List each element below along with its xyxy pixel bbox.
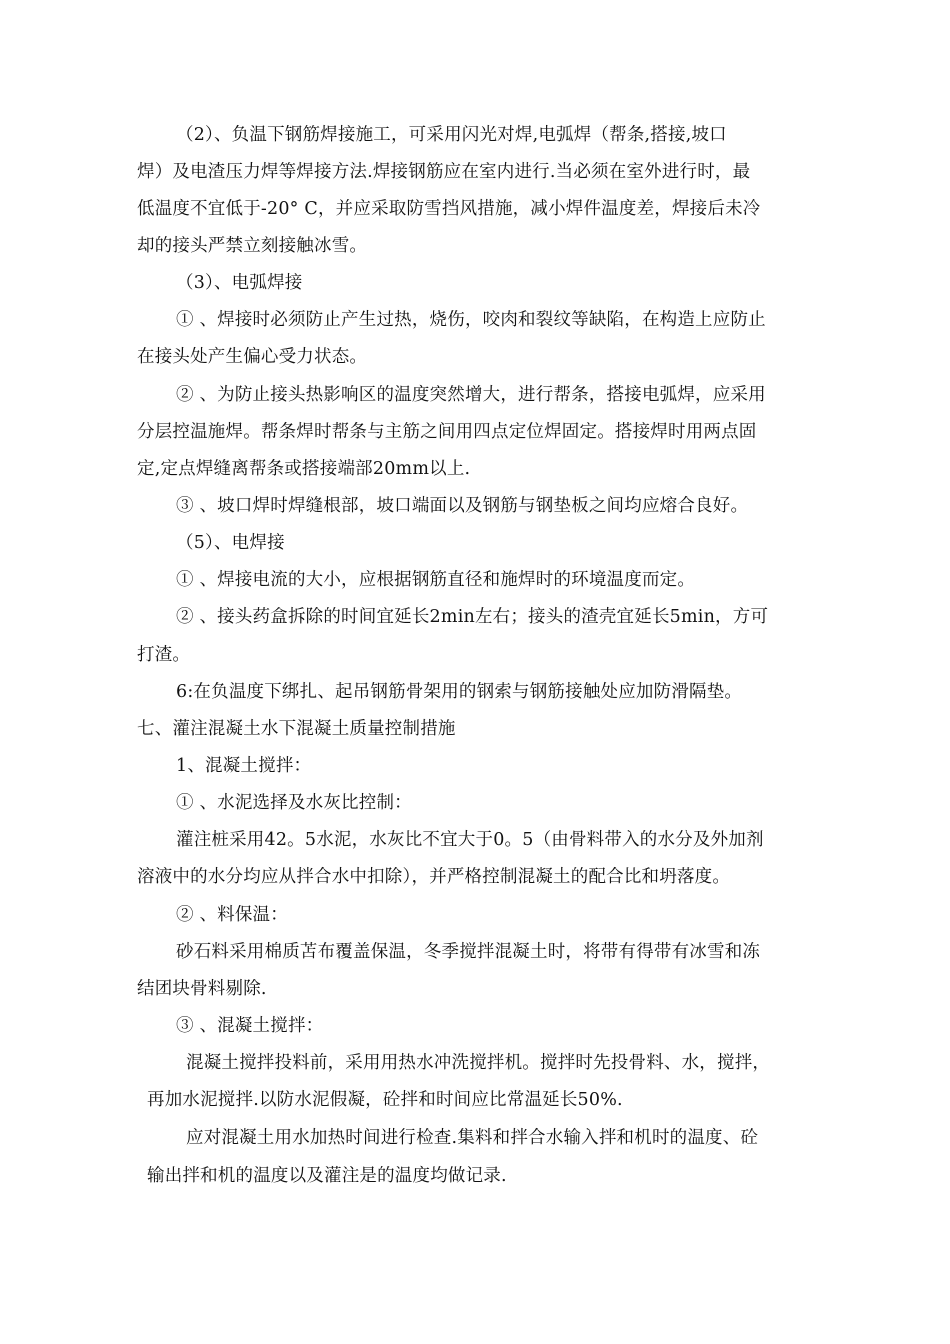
text-line: 打渣。 bbox=[137, 645, 191, 665]
text-line: ① 、焊接电流的大小，应根据钢筋直径和施焊时的环境温度而定。 bbox=[176, 570, 696, 590]
text-line: 在接头处产生偏心受力状态。 bbox=[137, 347, 368, 367]
text-line: ① 、水泥选择及水灰比控制： bbox=[176, 793, 412, 813]
text-line: ③ 、混凝土搅拌： bbox=[176, 1016, 324, 1036]
text-line: ② 、料保温： bbox=[176, 905, 288, 925]
text-line: 砂石料采用棉质苫布覆盖保温，冬季搅拌混凝土时，将带有得带有冰雪和冻 bbox=[176, 942, 761, 962]
text-line: ② 、为防止接头热影响区的温度突然增大，进行帮条，搭接电弧焊，应采用 bbox=[176, 385, 766, 405]
text-line: 溶液中的水分均应从拌合水中扣除），并严格控制混凝土的配合比和坍落度。 bbox=[137, 867, 731, 887]
text-line: 低温度不宜低于-20° C，并应采取防雪挡风措施，减小焊件温度差，焊接后未冷 bbox=[137, 199, 761, 219]
text-line: 结团块骨料剔除. bbox=[137, 979, 267, 999]
text-line: 6:在负温度下绑扎、起吊钢筋骨架用的钢索与钢筋接触处应加防滑隔垫。 bbox=[176, 682, 743, 702]
text-line: 却的接头严禁立刻接触冰雪。 bbox=[137, 236, 368, 256]
text-line: 灌注桩采用42。5水泥，水灰比不宜大于0。5（由骨料带入的水分及外加剂 bbox=[176, 830, 764, 850]
text-line: 输出拌和机的温度以及灌注是的温度均做记录. bbox=[147, 1166, 507, 1186]
text-line: 混凝土搅拌投料前，采用用热水冲洗搅拌机。搅拌时先投骨料、水，搅拌， bbox=[186, 1053, 771, 1073]
section-heading: 1、混凝土搅拌： bbox=[176, 756, 312, 776]
section-heading: （5）、电焊接 bbox=[176, 533, 285, 553]
chapter-heading: 七、灌注混凝土水下混凝土质量控制措施 bbox=[137, 719, 456, 739]
text-line: ② 、接头药盒拆除的时间宜延长2min左右；接头的渣壳宜延长5min，方可 bbox=[176, 607, 769, 627]
text-line: 焊）及电渣压力焊等焊接方法.焊接钢筋应在室内进行.当必须在室外进行时，最 bbox=[137, 162, 751, 182]
section-heading: （3）、电弧焊接 bbox=[176, 273, 303, 293]
text-line: ① 、焊接时必须防止产生过热，烧伤，咬肉和裂纹等缺陷，在构造上应防止 bbox=[176, 310, 766, 330]
text-line: 定,定点焊缝离帮条或搭接端部20mm以上. bbox=[137, 459, 471, 479]
text-line: 应对混凝土用水加热时间进行检查.集料和拌合水输入拌和机时的温度、砼 bbox=[186, 1128, 759, 1148]
text-line: 再加水泥搅拌.以防水泥假凝，砼拌和时间应比常温延长50%. bbox=[147, 1090, 623, 1110]
text-line: 分层控温施焊。帮条焊时帮条与主筋之间用四点定位焊固定。搭接焊时用两点固 bbox=[137, 422, 757, 442]
text-line: （2）、负温下钢筋焊接施工，可采用闪光对焊,电弧焊（帮条,搭接,坡口 bbox=[176, 125, 727, 145]
text-line: ③ 、坡口焊时焊缝根部，坡口端面以及钢筋与钢垫板之间均应熔合良好。 bbox=[176, 496, 749, 516]
